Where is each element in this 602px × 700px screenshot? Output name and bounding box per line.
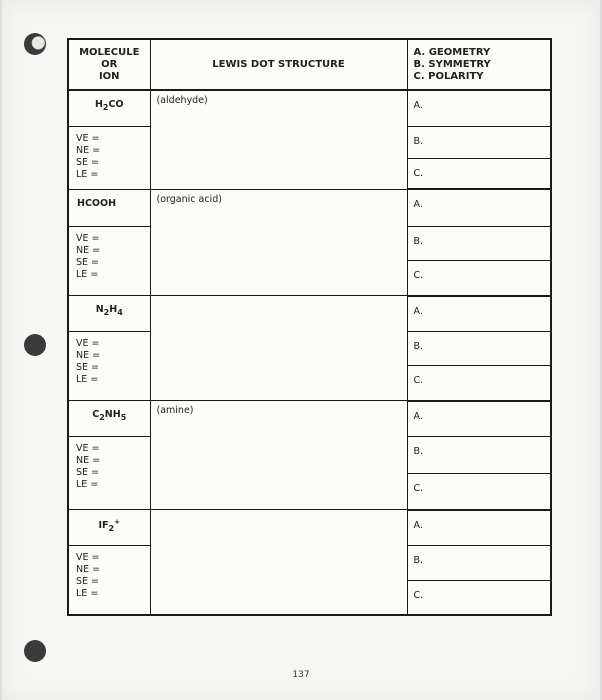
symmetry-cell[interactable]: B. [407, 436, 551, 473]
binder-hole [24, 640, 46, 662]
page-number: 137 [292, 670, 310, 680]
lewis-structure-cell[interactable]: (amine) [150, 401, 407, 510]
table-row [68, 189, 551, 226]
lewis-structure-table [67, 38, 552, 616]
table-row [68, 90, 551, 126]
binder-hole [24, 334, 46, 356]
geometry-cell[interactable]: A. [407, 189, 551, 226]
binder-hole [24, 33, 46, 55]
geometry-cell[interactable]: A. [407, 296, 551, 332]
symmetry-cell[interactable]: B. [407, 226, 551, 261]
geometry-cell[interactable]: A. [407, 90, 551, 126]
table-row [68, 401, 551, 437]
polarity-cell[interactable]: C. [407, 159, 551, 190]
electron-counts[interactable]: VE = NE = SE = LE = [68, 226, 150, 295]
table-row [68, 296, 551, 332]
electron-counts[interactable]: VE = NE = SE = LE = [68, 331, 150, 400]
geometry-cell[interactable]: A. [407, 510, 551, 546]
geometry-cell[interactable]: A. [407, 401, 551, 437]
molecule-formula: HCOOH [68, 189, 150, 226]
lewis-structure-cell[interactable]: (organic acid) [150, 189, 407, 295]
lewis-header: LEWIS DOT STRUCTURE [150, 39, 407, 90]
polarity-cell[interactable]: C. [407, 580, 551, 615]
polarity-cell[interactable]: C. [407, 366, 551, 401]
polarity-cell[interactable]: C. [407, 261, 551, 296]
symmetry-cell[interactable]: B. [407, 331, 551, 366]
molecule-formula: $C_2NH_5$ [68, 401, 150, 437]
molecule-formula: $IF_2^+$ [68, 510, 150, 546]
lewis-structure-cell[interactable] [150, 296, 407, 401]
symmetry-cell[interactable]: B. [407, 126, 551, 159]
lewis-structure-cell[interactable] [150, 510, 407, 615]
electron-counts[interactable]: VE = NE = SE = LE = [68, 126, 150, 189]
symmetry-cell[interactable]: B. [407, 546, 551, 581]
lewis-structure-cell[interactable]: (aldehyde) [150, 90, 407, 189]
molecule-header: MOLECULE OR ION [68, 39, 150, 90]
electron-counts[interactable]: VE = NE = SE = LE = [68, 546, 150, 616]
table-row [68, 510, 551, 546]
electron-counts[interactable]: VE = NE = SE = LE = [68, 436, 150, 509]
molecule-formula: $N_2H_4$ [68, 296, 150, 332]
worksheet-page [2, 0, 600, 700]
molecule-formula: $H_2CO$ [68, 90, 150, 126]
properties-header: A. GEOMETRY B. SYMMETRY C. POLARITY [407, 39, 551, 90]
table-header-row [68, 39, 551, 90]
polarity-cell[interactable]: C. [407, 473, 551, 510]
